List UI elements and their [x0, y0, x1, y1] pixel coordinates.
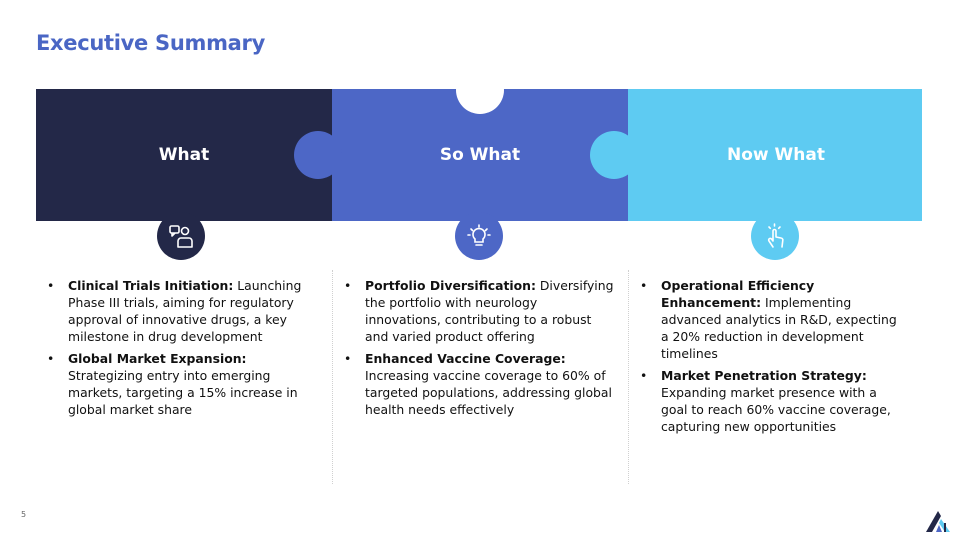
lightbulb-icon: [455, 212, 503, 260]
page-number: 5: [21, 510, 27, 519]
pointer-hand-icon: [751, 212, 799, 260]
company-logo-icon: [925, 509, 953, 537]
column-divider: [332, 270, 333, 484]
section-label-so-what: So What: [439, 145, 521, 165]
bullet-item: • Enhanced Vaccine Coverage: Increasing vaccine coverage to 60% of targeted populations, addressing global health needs effectively: [344, 351, 612, 417]
bullet-item: • Portfolio Diversification: Diversifying the portfolio with neurology innovations, contributing to a robust and varied product offering: [344, 278, 614, 344]
page-title: Executive Summary: [36, 31, 265, 55]
bullet-item: • Operational Efficiency Enhancement: Implementing advanced analytics in R&D, expecting a 20% reduction in development timelines: [640, 278, 897, 361]
so-what-bullets: [341, 277, 616, 423]
now-what-bullets: [637, 277, 899, 440]
puzzle-tab-so-what: [294, 131, 342, 179]
what-bullets: [44, 277, 302, 423]
puzzle-notch-top: [456, 66, 504, 114]
puzzle-tab-now-what: [590, 131, 638, 179]
people-chat-icon: [157, 212, 205, 260]
bullet-item: • Market Penetration Strategy: Expanding market presence with a goal to reach 60% vaccine coverage, capturing new opportunities: [640, 368, 891, 434]
column-divider: [628, 270, 629, 484]
section-label-what: What: [158, 145, 210, 165]
section-label-now-what: Now What: [727, 145, 825, 165]
bullet-item: • Clinical Trials Initiation: Launching Phase III trials, aiming for regulatory approval of innovative drugs, a key milestone in drug development: [47, 278, 302, 344]
bullet-item: • Global Market Expansion: Strategizing entry into emerging markets, targeting a 15% increase in global market share: [47, 351, 298, 417]
